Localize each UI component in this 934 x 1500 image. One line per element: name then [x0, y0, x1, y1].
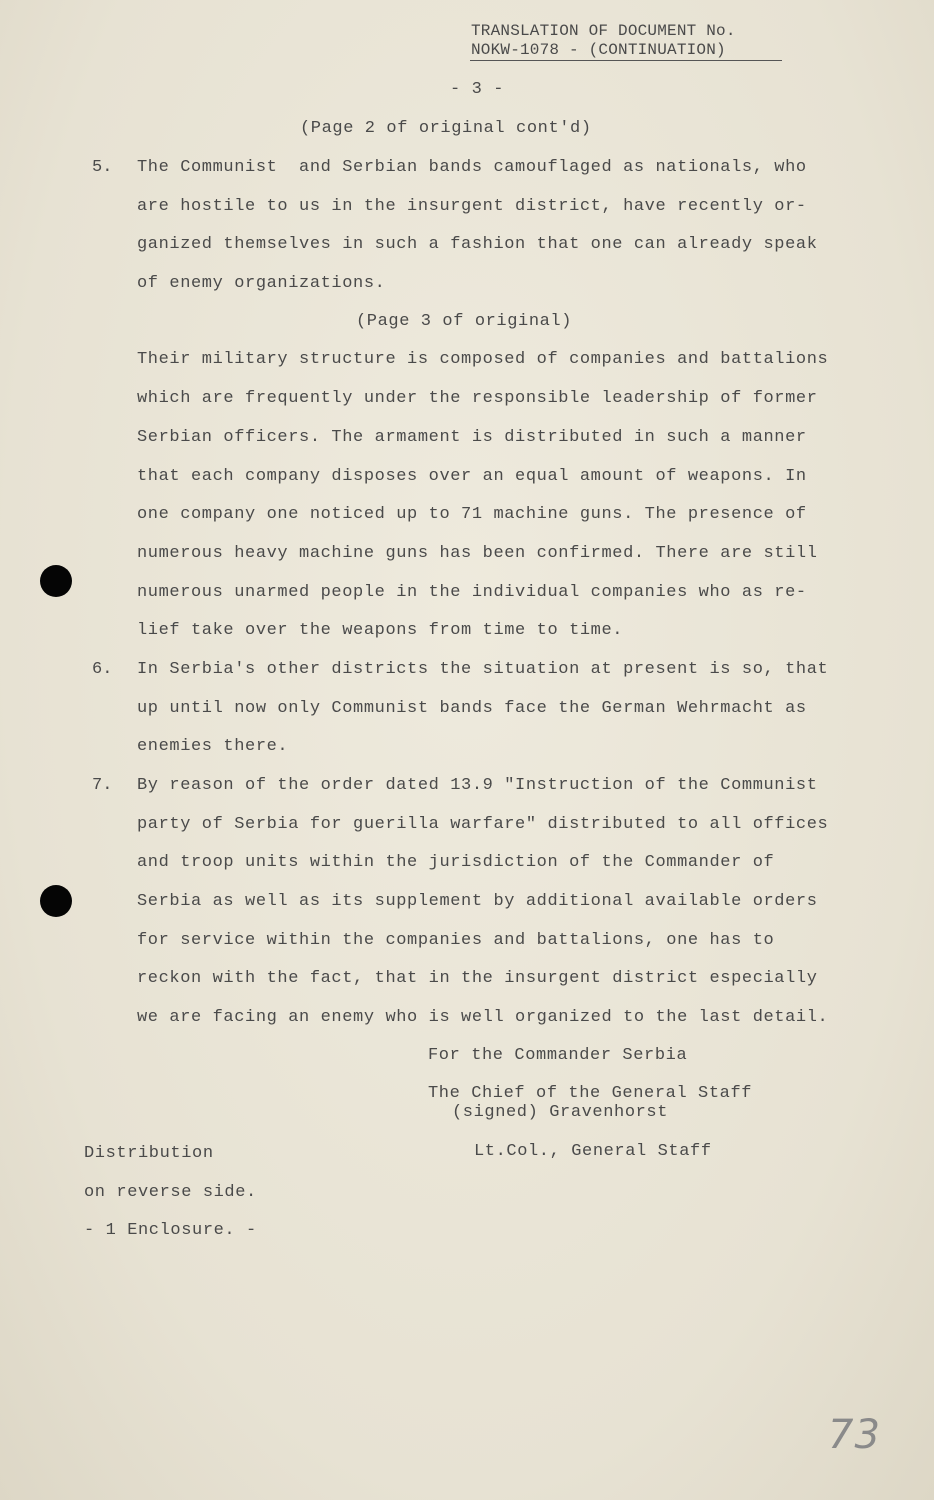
distribution-note: on reverse side.	[84, 1183, 257, 1202]
para5-line: of enemy organizations.	[137, 274, 386, 293]
para5b-line: lief take over the weapons from time to time.	[137, 621, 624, 640]
handwritten-page-number: 73	[828, 1412, 881, 1458]
para7-line: for service within the companies and battalions, one has to	[137, 931, 775, 950]
signature-signed-line: (signed) Gravenhorst	[452, 1103, 669, 1122]
para7-line: reckon with the fact, that in the insurgent district especially	[137, 969, 818, 988]
para5b-line: that each company disposes over an equal amount of weapons. In	[137, 467, 807, 486]
page-note-original-3: (Page 3 of original)	[356, 312, 573, 331]
para6-line: enemies there.	[137, 737, 289, 756]
signature-rank-line: Lt.Col., General Staff	[474, 1142, 712, 1161]
header-document-number: NOKW-1078 - (CONTINUATION)	[471, 41, 726, 59]
para5-line: The Communist and Serbian bands camouflaged as nationals, who	[137, 158, 807, 177]
para6-line: up until now only Communist bands face the German Wehrmacht as	[137, 699, 807, 718]
para7-line: Serbia as well as its supplement by additional available orders	[137, 892, 818, 911]
para5b-line: one company one noticed up to 71 machine guns. The presence of	[137, 505, 807, 524]
para5b-line: Their military structure is composed of companies and battalions	[137, 350, 829, 369]
para7-line: party of Serbia for guerilla warfare" distributed to all offices	[137, 815, 829, 834]
signature-for-line: For the Commander Serbia	[428, 1046, 688, 1065]
para5-line: ganized themselves in such a fashion that one can already speak	[137, 235, 818, 254]
signature-chief-line: The Chief of the General Staff	[428, 1084, 753, 1103]
punch-hole-top	[40, 565, 72, 597]
header-title: TRANSLATION OF DOCUMENT No.	[471, 22, 736, 40]
para5-line: are hostile to us in the insurgent district, have recently or-	[137, 197, 807, 216]
header-underline	[470, 60, 782, 61]
distribution-heading: Distribution	[84, 1144, 214, 1163]
page-note-original-2: (Page 2 of original cont'd)	[300, 119, 592, 138]
para7-line: and troop units within the jurisdiction of the Commander of	[137, 853, 775, 872]
para7-line: we are facing an enemy who is well organized to the last detail.	[137, 1008, 829, 1027]
para6-line: In Serbia's other districts the situation at present is so, that	[137, 660, 829, 679]
para5b-line: which are frequently under the responsible leadership of former	[137, 389, 818, 408]
paragraph-number-5: 5.	[92, 158, 113, 177]
enclosure-note: - 1 Enclosure. -	[84, 1221, 257, 1240]
para5b-line: numerous unarmed people in the individual companies who as re-	[137, 583, 807, 602]
punch-hole-bottom	[40, 885, 72, 917]
para5b-line: Serbian officers. The armament is distributed in such a manner	[137, 428, 807, 447]
paragraph-number-6: 6.	[92, 660, 113, 679]
page-number: - 3 -	[450, 80, 505, 99]
para5b-line: numerous heavy machine guns has been confirmed. There are still	[137, 544, 818, 563]
para7-line: By reason of the order dated 13.9 "Instruction of the Communist	[137, 776, 818, 795]
paragraph-number-7: 7.	[92, 776, 113, 795]
